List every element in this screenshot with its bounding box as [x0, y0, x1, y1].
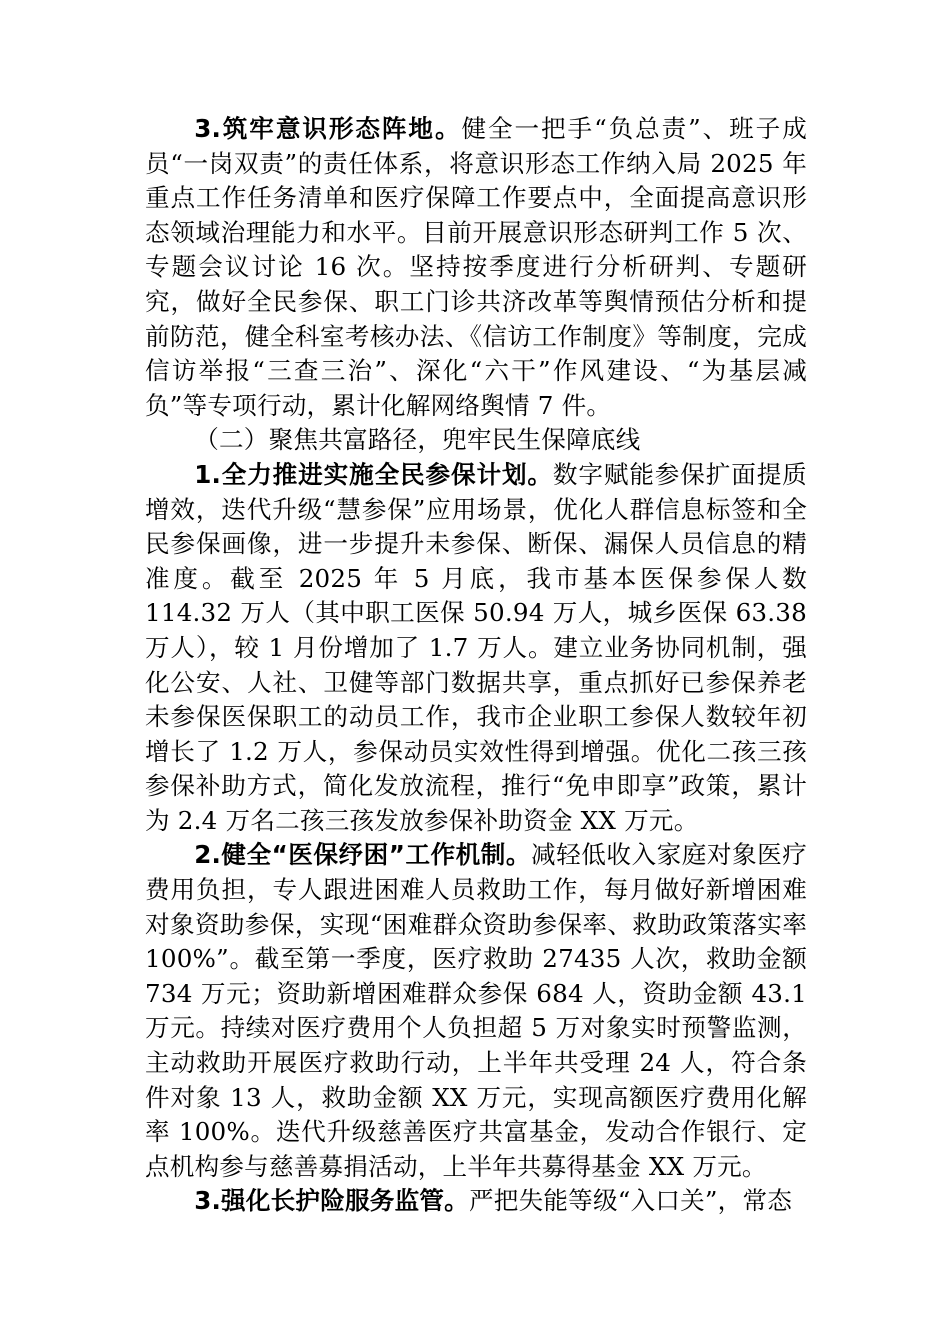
paragraph-relief-mechanism — [145, 838, 807, 1184]
section-heading: （二）聚焦共富路径，兜牢民生保障底线 — [194, 425, 641, 455]
paragraph-insurance-plan — [145, 458, 807, 839]
paragraph-body: 减轻低收入家庭对象医疗费用负担，专人跟进困难人员救助工作，每月做好新增困难对象资助参保，实现“困难群众资助参保率、救助政策落实率 100%”。截至第一季度，医疗救助 27435 人次，救助金额 734 万元；资助新增困难群众参保 684 人，资助金额 43.1 万元。持续对医疗费用个人负担超 5 万对象实时预警监测，主动救助开展医疗救助行动，上半年共受理 24 人，符合条件对象 13 人，救助金额 XX 万元，实现高额医疗费用化解率 100%。迭代升级慈善医疗共富基金，发动合作银行、定点机构参与慈善募捐活动，上半年共募得基金 XX 万元。 — [145, 840, 807, 1181]
paragraph-ltc-supervision — [145, 1184, 807, 1219]
document-page — [145, 112, 807, 1219]
paragraph-body: 严把失能等级“入口关”，常态 — [468, 1186, 793, 1216]
paragraph-heading: 2.健全“医保纾困”工作机制。 — [194, 840, 532, 870]
paragraph-body: 健全一把手“负总责”、班子成员“一岗双责”的责任体系，将意识形态工作纳入局 2025 年重点工作任务清单和医疗保障工作要点中，全面提高意识形态领域治理能力和水平。目前开展意识形态研判工作 5 次、专题会议讨论 16 次。坚持按季度进行分析研判、专题研究，做好全民参保、职工门诊共济改革等舆情预估分析和提前防范，健全科室考核办法、《信访工作制度》等制度，完成信访举报“三查三治”、深化“六干”作风建设、“为基层减负”等专项行动，累计化解网络舆情 7 件。 — [145, 114, 807, 420]
paragraph-heading: 3.强化长护险服务监管。 — [194, 1186, 469, 1216]
paragraph-body: 数字赋能参保扩面提质增效，迭代升级“慧参保”应用场景，优化人群信息标签和全民参保画像，进一步提升未参保、断保、漏保人员信息的精准度。截至 2025 年 5 月底，我市基本医保参保人数 114.32 万人（其中职工医保 50.94 万人，城乡医保 63.38 万人），较 1 月份增加了 1.7 万人。建立业务协同机制，强化公安、人社、卫健等部门数据共享，重点抓好已参保养老未参保医保职工的动员工作，我市企业职工参保人数较年初增长了 1.2 万人，参保动员实效性得到增强。优化二孩三孩参保补助方式，简化发放流程，推行“免申即享”政策，累计为 2.4 万名二孩三孩发放参保补助资金 XX 万元。 — [145, 459, 807, 835]
paragraph-heading: 1.全力推进实施全民参保计划。 — [194, 459, 553, 489]
paragraph-heading: 3.筑牢意识形态阵地。 — [194, 114, 462, 143]
paragraph-ideology — [145, 112, 807, 423]
